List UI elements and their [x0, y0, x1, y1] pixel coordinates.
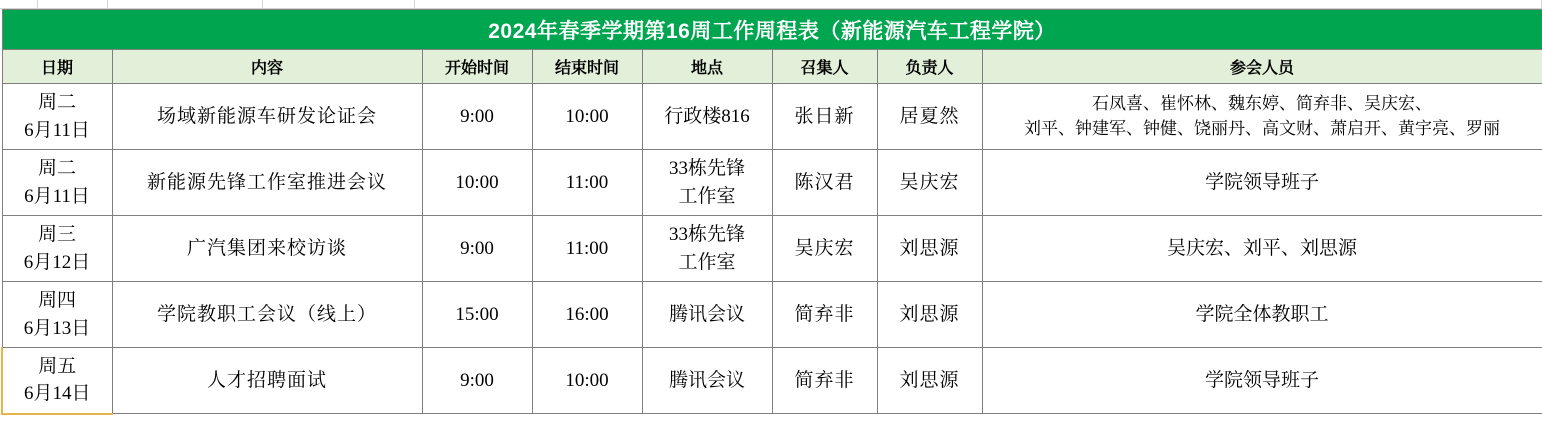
cell-weekday: 周二: [37, 157, 76, 179]
cell-place: [642, 216, 772, 282]
cell-date-value: 6月11日: [24, 185, 90, 207]
column-header-place: 地点: [642, 50, 772, 84]
cell-owner: 居夏然: [877, 84, 982, 150]
column-header-content: 内容: [112, 50, 422, 84]
cell-place-line2: 工作室: [678, 185, 736, 207]
column-header-owner: 负责人: [877, 50, 982, 84]
cell-convener: 张日新: [772, 84, 877, 150]
sheet-cell-edge: [0, 0, 38, 8]
cell-start-time: 15:00: [422, 282, 532, 348]
cell-attendees: [982, 216, 1542, 282]
table-title-row: [2, 10, 1542, 50]
cell-convener: 简弃非: [772, 348, 877, 414]
cell-owner: 刘思源: [877, 348, 982, 414]
cell-content: 人才招聘面试: [112, 348, 422, 414]
cell-start-time: 9:00: [422, 216, 532, 282]
cell-convener: 吴庆宏: [772, 216, 877, 282]
cell-date-value: 6月13日: [23, 317, 91, 339]
cell-weekday: 周四: [37, 289, 76, 311]
cell-weekday: 周二: [37, 91, 76, 113]
cell-place: [642, 348, 772, 414]
sheet-column-edges: [0, 0, 1542, 9]
cell-place-line1: 腾讯会议: [668, 369, 745, 391]
cell-weekday: 周五: [38, 355, 77, 377]
cell-attendees: [982, 150, 1542, 216]
cell-date: [2, 84, 112, 150]
cell-date-value: 6月11日: [24, 119, 90, 141]
page-title: 2024年春季学期第16周工作周程表（新能源汽车工程学院）: [2, 10, 1542, 50]
table-row: [2, 84, 1542, 150]
column-header-date: 日期: [2, 50, 112, 84]
cell-date: [2, 216, 112, 282]
cell-convener: 陈汉君: [772, 150, 877, 216]
cell-place-line1: 33栋先锋: [668, 157, 745, 179]
cell-place: [642, 84, 772, 150]
cell-place: [642, 150, 772, 216]
cell-date: [2, 348, 112, 414]
weekly-schedule-table: [1, 9, 1542, 415]
cell-date-value: 6月12日: [23, 251, 91, 273]
table-row: [2, 348, 1542, 414]
cell-start-time: 9:00: [422, 348, 532, 414]
cell-date-value: 6月14日: [23, 383, 91, 405]
cell-start-time: 9:00: [422, 84, 532, 150]
sheet-cell-edge: [415, 0, 1542, 8]
cell-attendees-line1: 学院全体教职工: [1195, 303, 1329, 325]
cell-content: 场域新能源车研发论证会: [112, 84, 422, 150]
cell-owner: 吴庆宏: [877, 150, 982, 216]
cell-attendees: [982, 84, 1542, 150]
table-row: [2, 216, 1542, 282]
cell-convener: 简弃非: [772, 282, 877, 348]
cell-end-time: 11:00: [532, 216, 642, 282]
cell-date: [2, 150, 112, 216]
cell-content: 新能源先锋工作室推进会议: [112, 150, 422, 216]
cell-end-time: 11:00: [532, 150, 642, 216]
cell-place-line1: 行政楼816: [664, 105, 750, 127]
sheet-cell-edge: [263, 0, 415, 8]
table-header-row: [2, 50, 1542, 84]
cell-attendees-line1: 吴庆宏、刘平、刘思源: [1167, 237, 1358, 259]
cell-place-line2: 工作室: [678, 251, 736, 273]
table-row: [2, 282, 1542, 348]
cell-owner: 刘思源: [877, 282, 982, 348]
cell-weekday: 周三: [37, 223, 76, 245]
column-header-attendees: 参会人员: [982, 50, 1542, 84]
cell-content: 学院教职工会议（线上）: [112, 282, 422, 348]
cell-place-line1: 腾讯会议: [668, 303, 745, 325]
cell-attendees: [982, 282, 1542, 348]
cell-place: [642, 282, 772, 348]
column-header-start-time: 开始时间: [422, 50, 532, 84]
cell-attendees-line2: 刘平、钟建军、钟健、饶丽丹、高文财、萧启开、黄宇亮、罗丽: [1024, 118, 1501, 138]
cell-place-line1: 33栋先锋: [668, 223, 745, 245]
cell-attendees-line1: 石凤喜、崔怀林、魏东婷、简弃非、吴庆宏、: [1092, 93, 1433, 113]
cell-start-time: 10:00: [422, 150, 532, 216]
cell-content: 广汽集团来校访谈: [112, 216, 422, 282]
cell-end-time: 10:00: [532, 84, 642, 150]
cell-attendees-line1: 学院领导班子: [1205, 171, 1320, 193]
sheet-cell-edge: [108, 0, 263, 8]
sheet-cell-edge: [38, 0, 108, 8]
cell-attendees-line1: 学院领导班子: [1205, 369, 1320, 391]
column-header-convener: 召集人: [772, 50, 877, 84]
cell-end-time: 16:00: [532, 282, 642, 348]
cell-owner: 刘思源: [877, 216, 982, 282]
cell-attendees: [982, 348, 1542, 414]
table-row: [2, 150, 1542, 216]
column-header-end-time: 结束时间: [532, 50, 642, 84]
cell-end-time: 10:00: [532, 348, 642, 414]
cell-date: [2, 282, 112, 348]
